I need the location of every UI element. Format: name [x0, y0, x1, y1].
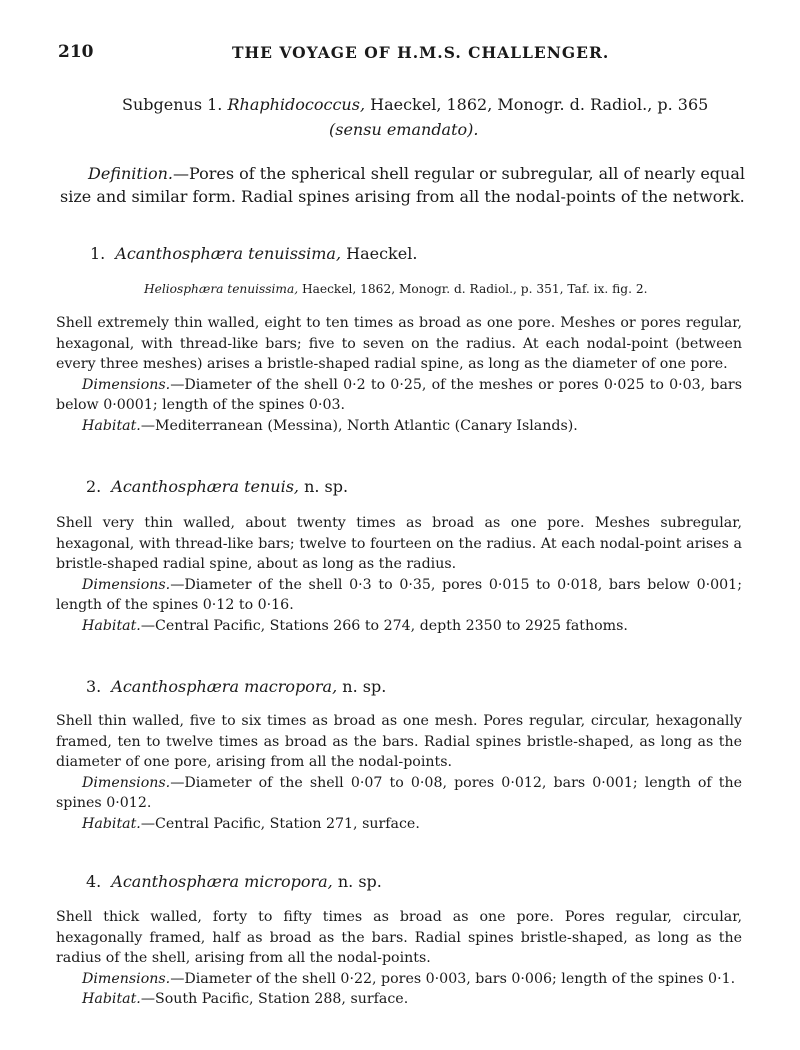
species-description: Shell extremely thin walled, eight to ten times as broad as one pore. Meshes or pores regular, hexagonal, with thread-like bars; five to seven on the radius. At each nodal-point (between every three meshes) arises a bristle-shaped radial spine, as long as the diameter of one pore. — [56, 315, 742, 372]
dimensions-label: Dimensions. — [82, 774, 171, 791]
subgenus-heading — [122, 95, 708, 114]
species-habitat — [56, 616, 742, 637]
species-number: 2. — [86, 477, 102, 496]
habitat-label: Habitat. — [82, 417, 141, 434]
habitat-label: Habitat. — [82, 617, 141, 634]
dimensions-text: —Diameter of the shell 0·2 to 0·25, of the meshes or pores 0·025 to 0·03, bars below 0·0001; length of the spines 0·03. — [56, 376, 742, 413]
species-body-1 — [56, 313, 742, 436]
species-author: Haeckel. — [346, 244, 418, 263]
species-dimensions — [56, 969, 742, 990]
species-number: 1. — [90, 244, 106, 263]
species-habitat — [56, 814, 742, 835]
definition-label: Definition. — [88, 164, 173, 183]
habitat-label: Habitat. — [82, 991, 141, 1007]
habitat-text: —Mediterranean (Messina), North Atlantic (Canary Islands). — [140, 417, 578, 434]
species-description: Shell very thin walled, about twenty times as broad as one pore. Meshes subregular, hexagonal, with thread-like bars; twelve to fourteen on the radius. At each nodal-point arises a bristle-shaped radial spine, about as long as the radius. — [56, 515, 742, 572]
dimensions-label: Dimensions. — [82, 376, 171, 393]
subgenus-prefix: Subgenus 1. — [122, 95, 223, 114]
species-number: 3. — [86, 677, 102, 696]
habitat-text: —Central Pacific, Station 271, surface. — [140, 815, 420, 832]
species-dimensions — [56, 575, 742, 616]
dimensions-label: Dimensions. — [82, 576, 171, 593]
definition-text-line2: size and similar form. Radial spines arising from all the nodal-points of the network. — [60, 187, 745, 206]
dimensions-text: —Diameter of the shell 0·22, pores 0·003, bars 0·006; length of the spines 0·1. — [170, 970, 736, 987]
species-dimensions — [56, 773, 742, 814]
species-description: Shell thin walled, five to six times as broad as one mesh. Pores regular, circular, hexagonally framed, ten to twelve times as broad as the bars. Radial spines bristle-shaped, as long as the diameter of one pore, arising from all the nodal-points. — [56, 713, 742, 770]
dimensions-text: —Diameter of the shell 0·3 to 0·35, pores 0·015 to 0·018, bars below 0·001; length of the spines 0·12 to 0·16. — [56, 576, 742, 613]
species-heading-4 — [86, 872, 382, 891]
species-name: Acanthosphæra tenuissima, — [115, 244, 342, 263]
running-title: THE VOYAGE OF H.M.S. CHALLENGER. — [232, 43, 610, 62]
species-number: 4. — [86, 872, 102, 891]
habitat-text: —South Pacific, Station 288, surface. — [140, 991, 409, 1007]
dimensions-label: Dimensions. — [82, 970, 171, 987]
species-name: Acanthosphæra tenuis, — [111, 477, 299, 496]
species-heading-3 — [86, 677, 386, 696]
species-author: n. sp. — [342, 677, 387, 696]
species-author: n. sp. — [304, 477, 349, 496]
synonym-citation: Haeckel, 1862, Monogr. d. Radiol., p. 351, Taf. ix. fig. 2. — [302, 282, 648, 296]
synonym-reference — [144, 282, 647, 296]
synonym-name: Heliosphæra tenuissima, — [144, 282, 299, 296]
subgenus-name: Rhaphidococcus, — [227, 95, 366, 114]
species-body-2 — [56, 513, 742, 636]
definition-text-line1: —Pores of the spherical shell regular or subregular, all of nearly equal — [172, 164, 745, 183]
species-body-3 — [56, 711, 742, 834]
page-number: 210 — [58, 42, 94, 62]
species-habitat — [56, 416, 742, 437]
species-author: n. sp. — [337, 872, 382, 891]
species-name: Acanthosphæra macropora, — [111, 677, 338, 696]
species-heading-1 — [90, 244, 417, 263]
habitat-text: —Central Pacific, Stations 266 to 274, depth 2350 to 2925 fathoms. — [140, 617, 628, 634]
species-description: Shell thick walled, forty to fifty times as broad as one pore. Pores regular, circular, hexagonally framed, half as broad as the bars. Radial spines bristle-shaped, as long as the radius of the shell, arising from all the nodal-points. — [56, 909, 742, 966]
dimensions-text: —Diameter of the shell 0·07 to 0·08, pores 0·012, bars 0·001; length of the spines 0·012. — [56, 774, 742, 811]
species-habitat — [56, 989, 742, 1010]
habitat-label: Habitat. — [82, 815, 141, 832]
species-name: Acanthosphæra micropora, — [111, 872, 333, 891]
species-body-4 — [56, 907, 742, 1010]
species-dimensions — [56, 375, 742, 416]
species-heading-2 — [86, 477, 348, 496]
subgenus-citation: Haeckel, 1862, Monogr. d. Radiol., p. 365 — [370, 95, 709, 114]
definition-paragraph — [60, 162, 748, 208]
subgenus-sense: (sensu emandato). — [329, 120, 479, 139]
